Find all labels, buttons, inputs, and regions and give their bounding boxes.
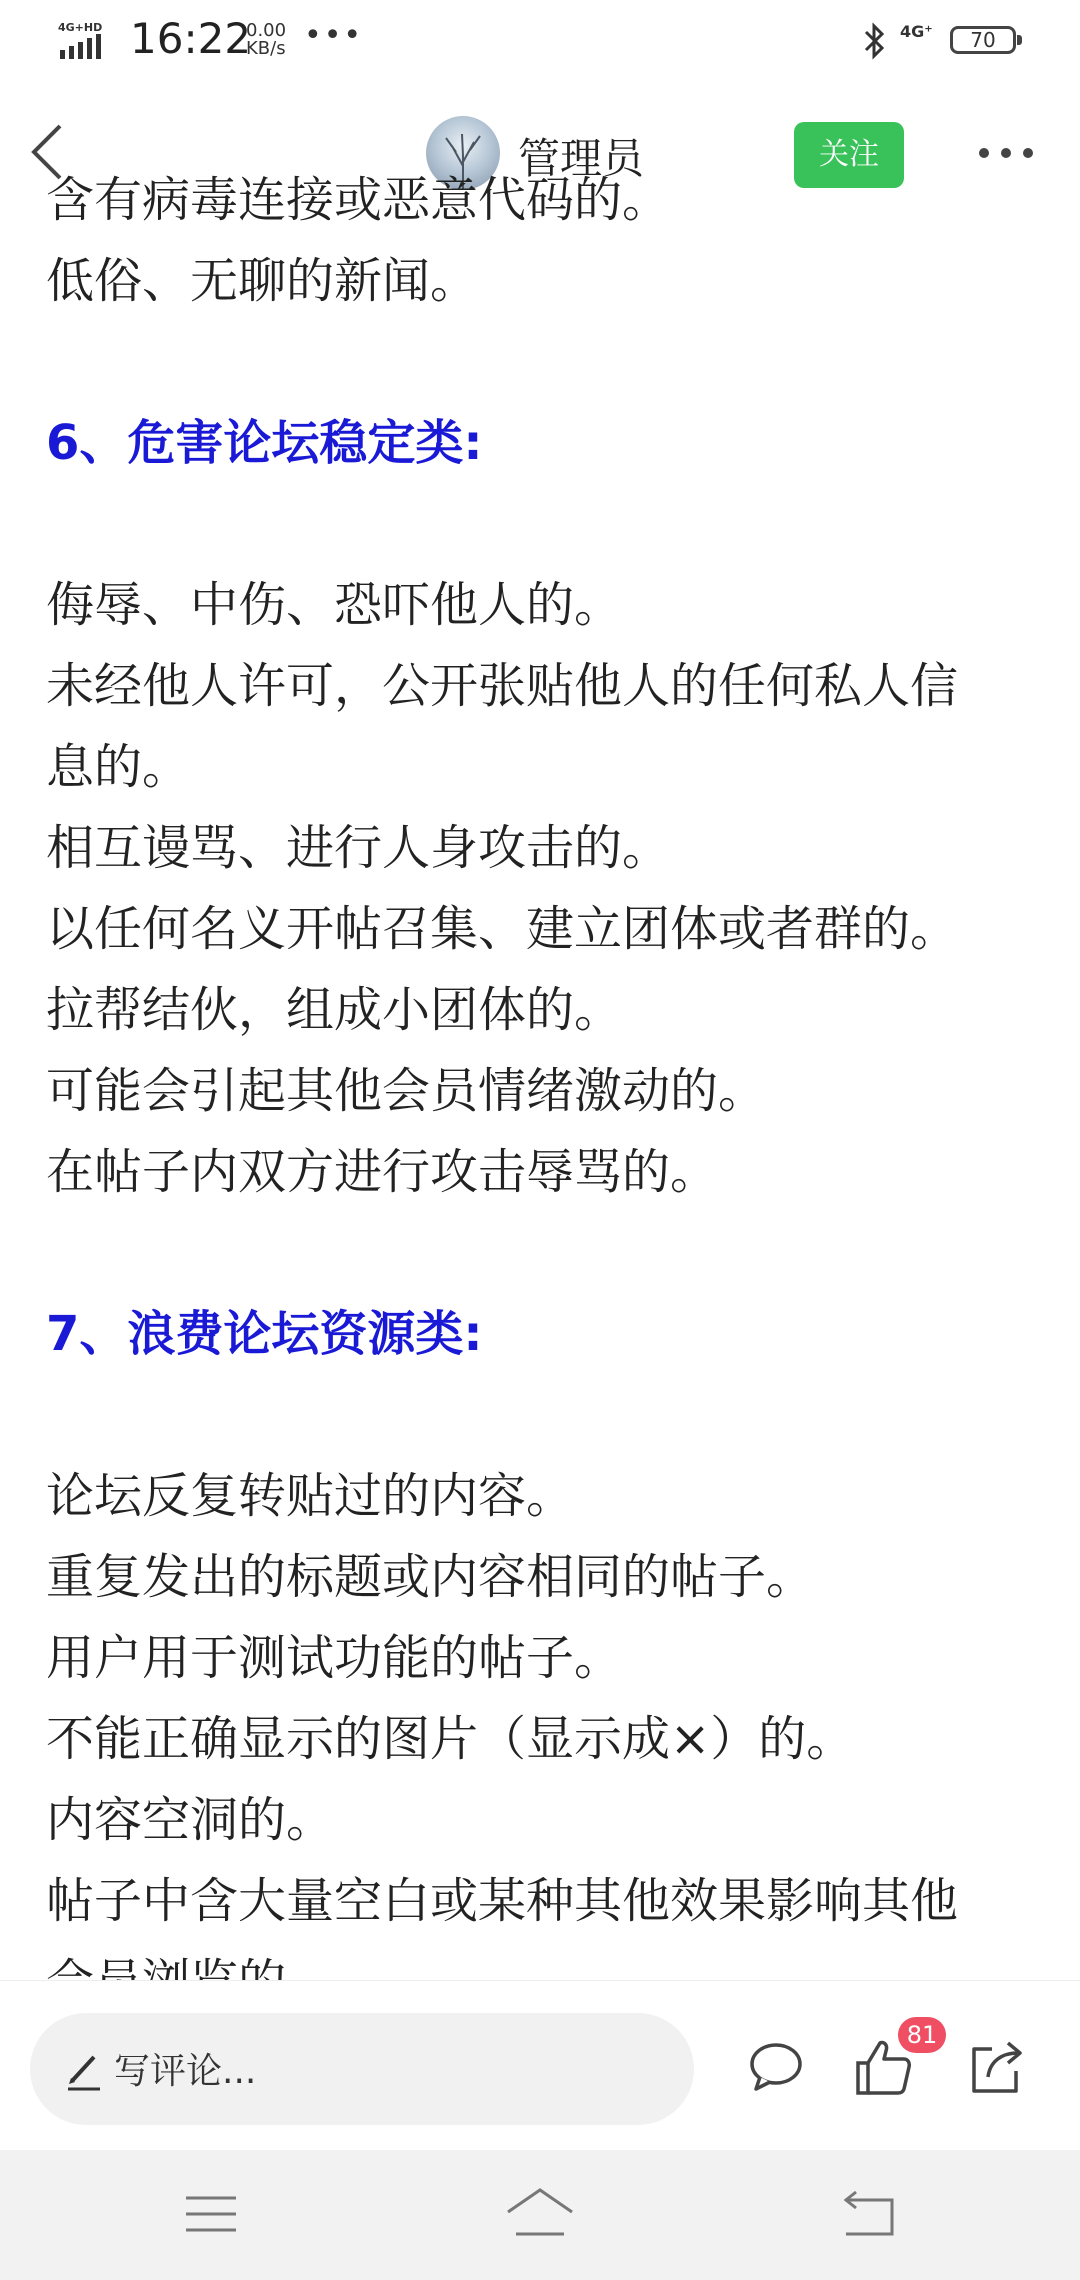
content-line: 含有病毒连接或恶意代码的。 <box>46 172 671 228</box>
paragraph-gap <box>46 484 1046 565</box>
paragraph-gap <box>46 1375 1046 1456</box>
content-line: 重复发出的标题或内容相同的帖子。 <box>46 1549 815 1605</box>
network-speed-value: 0.00 <box>246 20 287 41</box>
like-count-badge: 81 <box>898 2017 946 2053</box>
content-line: 未经他人许可，公开张贴他人的任何私人信 <box>46 658 959 714</box>
network-speed <box>246 22 286 58</box>
content-line: 息的。 <box>46 739 191 795</box>
paragraph-gap <box>46 322 1046 403</box>
paragraph-gap <box>46 1213 1046 1294</box>
content-line: 用户用于测试功能的帖子。 <box>46 1630 623 1686</box>
section-heading: 6、危害论坛稳定类: <box>46 415 483 471</box>
post-body <box>46 160 1046 2023</box>
content-line: 论坛反复转贴过的内容。 <box>46 1468 575 1524</box>
post-content <box>0 172 1080 1980</box>
network-type: 4G⁺ <box>900 22 933 41</box>
content-line: 不能正确显示的图片（显示成×）的。 <box>46 1711 855 1767</box>
network-label: 4G+HD <box>58 21 103 34</box>
status-bar <box>0 0 1080 90</box>
content-line: 相互谩骂、进行人身攻击的。 <box>46 820 671 876</box>
comment-input[interactable] <box>30 2013 694 2125</box>
comment-placeholder: 写评论... <box>114 2051 257 2092</box>
menu-icon[interactable] <box>184 2192 238 2236</box>
share-icon[interactable] <box>966 2037 1026 2097</box>
back-icon[interactable] <box>842 2188 896 2238</box>
system-navigation-bar <box>0 2150 1080 2280</box>
content-line: 可能会引起其他会员情绪激动的。 <box>46 1063 767 1119</box>
content-line: 在帖子内双方进行攻击辱骂的。 <box>46 1144 719 1200</box>
pencil-icon <box>64 2047 104 2091</box>
home-icon[interactable] <box>504 2186 576 2238</box>
content-line: 低俗、无聊的新闻。 <box>46 253 479 309</box>
section-heading: 7、浪费论坛资源类: <box>46 1306 483 1362</box>
more-notifications-icon: ••• <box>304 18 364 53</box>
content-line: 帖子中含大量空白或某种其他效果影响其他 <box>46 1873 959 1929</box>
battery-icon: 70 <box>950 26 1016 54</box>
network-speed-unit: KB/s <box>246 38 286 59</box>
content-line: 拉帮结伙，组成小团体的。 <box>46 982 623 1038</box>
clock: 16:22 <box>130 14 252 63</box>
follow-button[interactable]: 关注 <box>794 122 904 188</box>
bluetooth-icon <box>862 20 888 62</box>
author-name[interactable]: 管理员 <box>518 134 645 183</box>
content-line: 侮辱、中伤、恐吓他人的。 <box>46 577 623 633</box>
comment-toolbar <box>0 1980 1080 2151</box>
content-line: 内容空洞的。 <box>46 1792 335 1848</box>
signal-icon <box>58 20 108 60</box>
comment-icon[interactable] <box>748 2039 804 2095</box>
content-line: 以任何名义开帖召集、建立团体或者群的。 <box>46 901 959 957</box>
